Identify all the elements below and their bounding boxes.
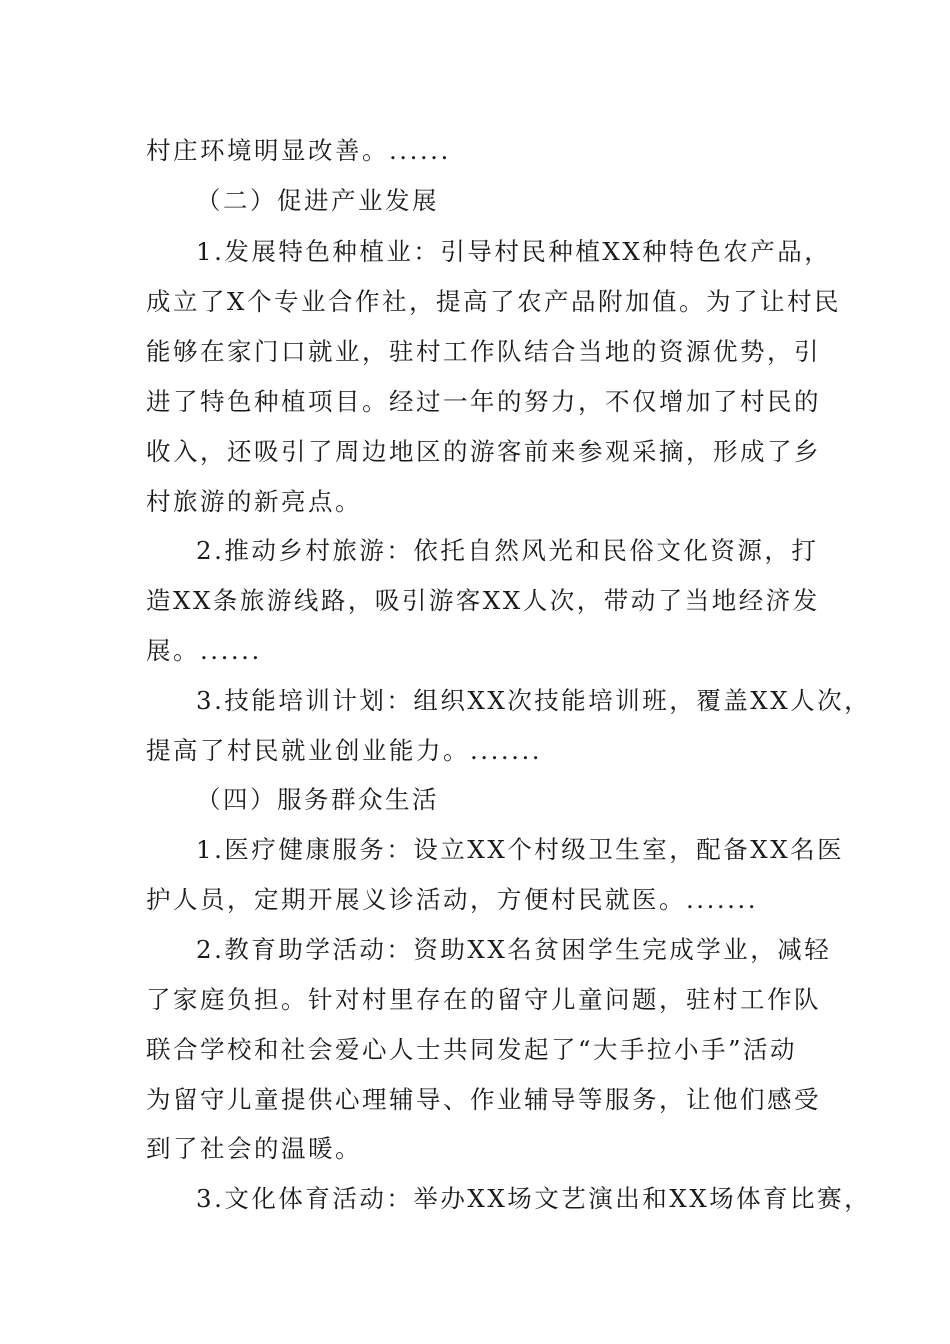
text-line: 3.技能培训计划：组织XX次技能培训班，覆盖XX人次，: [196, 686, 872, 715]
text-line: 提高了村民就业创业能力。.......: [146, 736, 543, 765]
text-line: 2.推动乡村旅游：依托自然风光和民俗文化资源，打: [196, 536, 819, 565]
text-line: 村庄环境明显改善。......: [146, 136, 451, 165]
section-heading: （四）服务群众生活: [196, 785, 439, 814]
text-line: 1.医疗健康服务：设立XX个村级卫生室，配备XX名医: [196, 835, 845, 864]
text-line: 护人员，定期开展义诊活动，方便村民就医。.......: [146, 885, 759, 914]
text-line: 造XX条旅游线路，吸引游客XX人次，带动了当地经济发: [146, 586, 820, 615]
text-line: 村旅游的新亮点。: [146, 487, 362, 516]
text-line: 了家庭负担。针对村里存在的留守儿童问题，驻村工作队: [146, 985, 821, 1014]
text-line: 展。......: [146, 636, 262, 665]
text-line: 联合学校和社会爱心人士共同发起了“大手拉小手”活动: [146, 1035, 798, 1064]
text-line: 2.教育助学活动：资助XX名贫困学生完成学业，减轻: [196, 935, 832, 964]
text-line: 为留守儿童提供心理辅导、作业辅导等服务，让他们感受: [146, 1085, 821, 1114]
section-heading: （二）促进产业发展: [196, 186, 439, 215]
text-line: 到了社会的温暖。: [146, 1134, 362, 1163]
text-line: 进了特色种植项目。经过一年的努力，不仅增加了村民的: [146, 387, 821, 416]
text-line: 成立了X个专业合作社，提高了农产品附加值。为了让村民: [146, 287, 841, 316]
text-line: 1.发展特色种植业：引导村民种植XX种特色农产品，: [196, 237, 832, 266]
text-line: 收入，还吸引了周边地区的游客前来参观采摘，形成了乡: [146, 437, 821, 466]
text-line: 3.文化体育活动：举办XX场文艺演出和XX场体育比赛，: [196, 1184, 872, 1213]
text-line: 能够在家门口就业，驻村工作队结合当地的资源优势，引: [146, 337, 821, 366]
